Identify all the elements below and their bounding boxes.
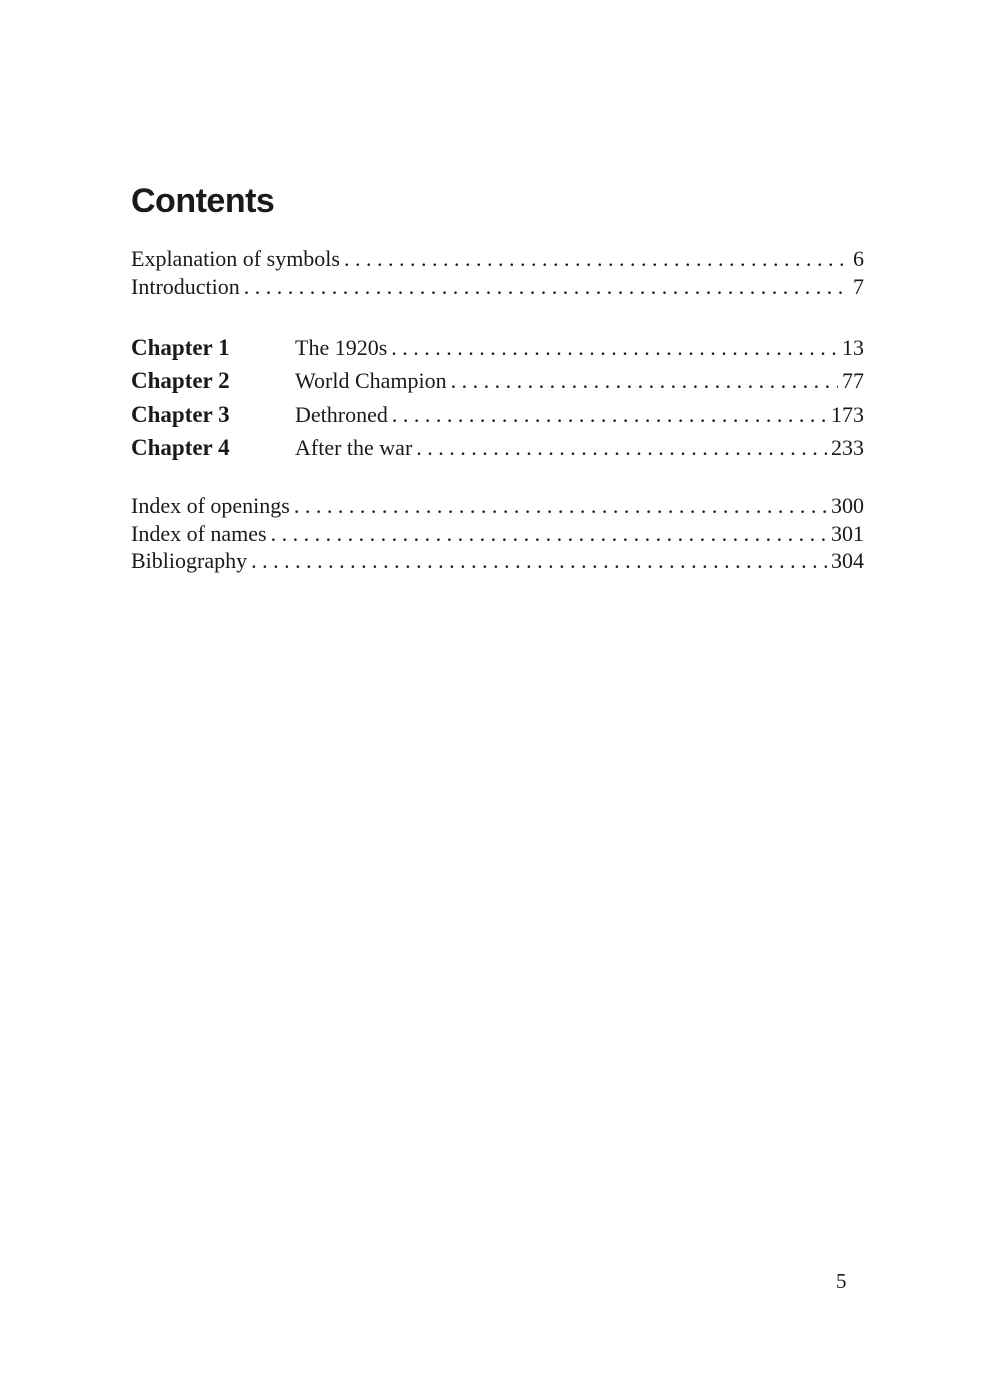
toc-entry-title: Index of names: [131, 520, 267, 546]
page-title: Contents: [131, 182, 275, 220]
dot-leader: [271, 520, 827, 548]
toc-chapter-entry[interactable]: [131, 331, 864, 364]
chapter-label: Chapter 3: [131, 401, 230, 427]
toc-page-number: 6: [853, 246, 864, 271]
dot-leader: [392, 398, 827, 431]
toc-entry-title: Bibliography: [131, 548, 248, 573]
chapter-title: The 1920s: [295, 335, 388, 360]
toc-entry[interactable]: [131, 547, 864, 575]
toc-back-matter: [131, 492, 864, 575]
chapter-label: Chapter 2: [131, 368, 230, 394]
toc-chapters: [131, 331, 864, 464]
toc-entry[interactable]: [131, 273, 864, 301]
toc-chapter-entry[interactable]: [131, 431, 864, 464]
toc-front-matter: [131, 245, 864, 300]
dot-leader: [416, 431, 827, 464]
toc-page-number: 173: [831, 401, 864, 427]
dot-leader: [451, 364, 838, 397]
chapter-label: Chapter 1: [131, 335, 230, 360]
dot-leader: [244, 273, 849, 301]
toc-page-number: 301: [831, 520, 864, 546]
toc-page-number: 304: [831, 548, 864, 573]
toc-entry[interactable]: [131, 492, 864, 520]
dot-leader: [251, 547, 827, 575]
chapter-title: After the war: [295, 434, 413, 460]
toc-entry-title: Index of openings: [131, 493, 290, 518]
toc-chapter-entry[interactable]: [131, 364, 864, 397]
toc-entry[interactable]: [131, 520, 864, 548]
dot-leader: [344, 245, 849, 273]
toc-page-number: 13: [842, 335, 864, 360]
chapter-label: Chapter 4: [131, 434, 230, 460]
page-number: 5: [836, 1269, 847, 1293]
dot-leader: [294, 492, 827, 520]
toc-chapter-entry[interactable]: [131, 398, 864, 431]
chapter-title: World Champion: [295, 368, 447, 394]
toc-page-number: 7: [853, 273, 864, 299]
toc-page-number: 300: [831, 493, 864, 518]
dot-leader: [391, 331, 838, 364]
toc-entry-title: Explanation of symbols: [131, 246, 340, 271]
toc-page-number: 233: [831, 434, 864, 460]
toc-entry[interactable]: [131, 245, 864, 273]
chapter-title: Dethroned: [295, 401, 388, 427]
toc-page-number: 77: [842, 368, 864, 394]
toc-entry-title: Introduction: [131, 273, 240, 299]
